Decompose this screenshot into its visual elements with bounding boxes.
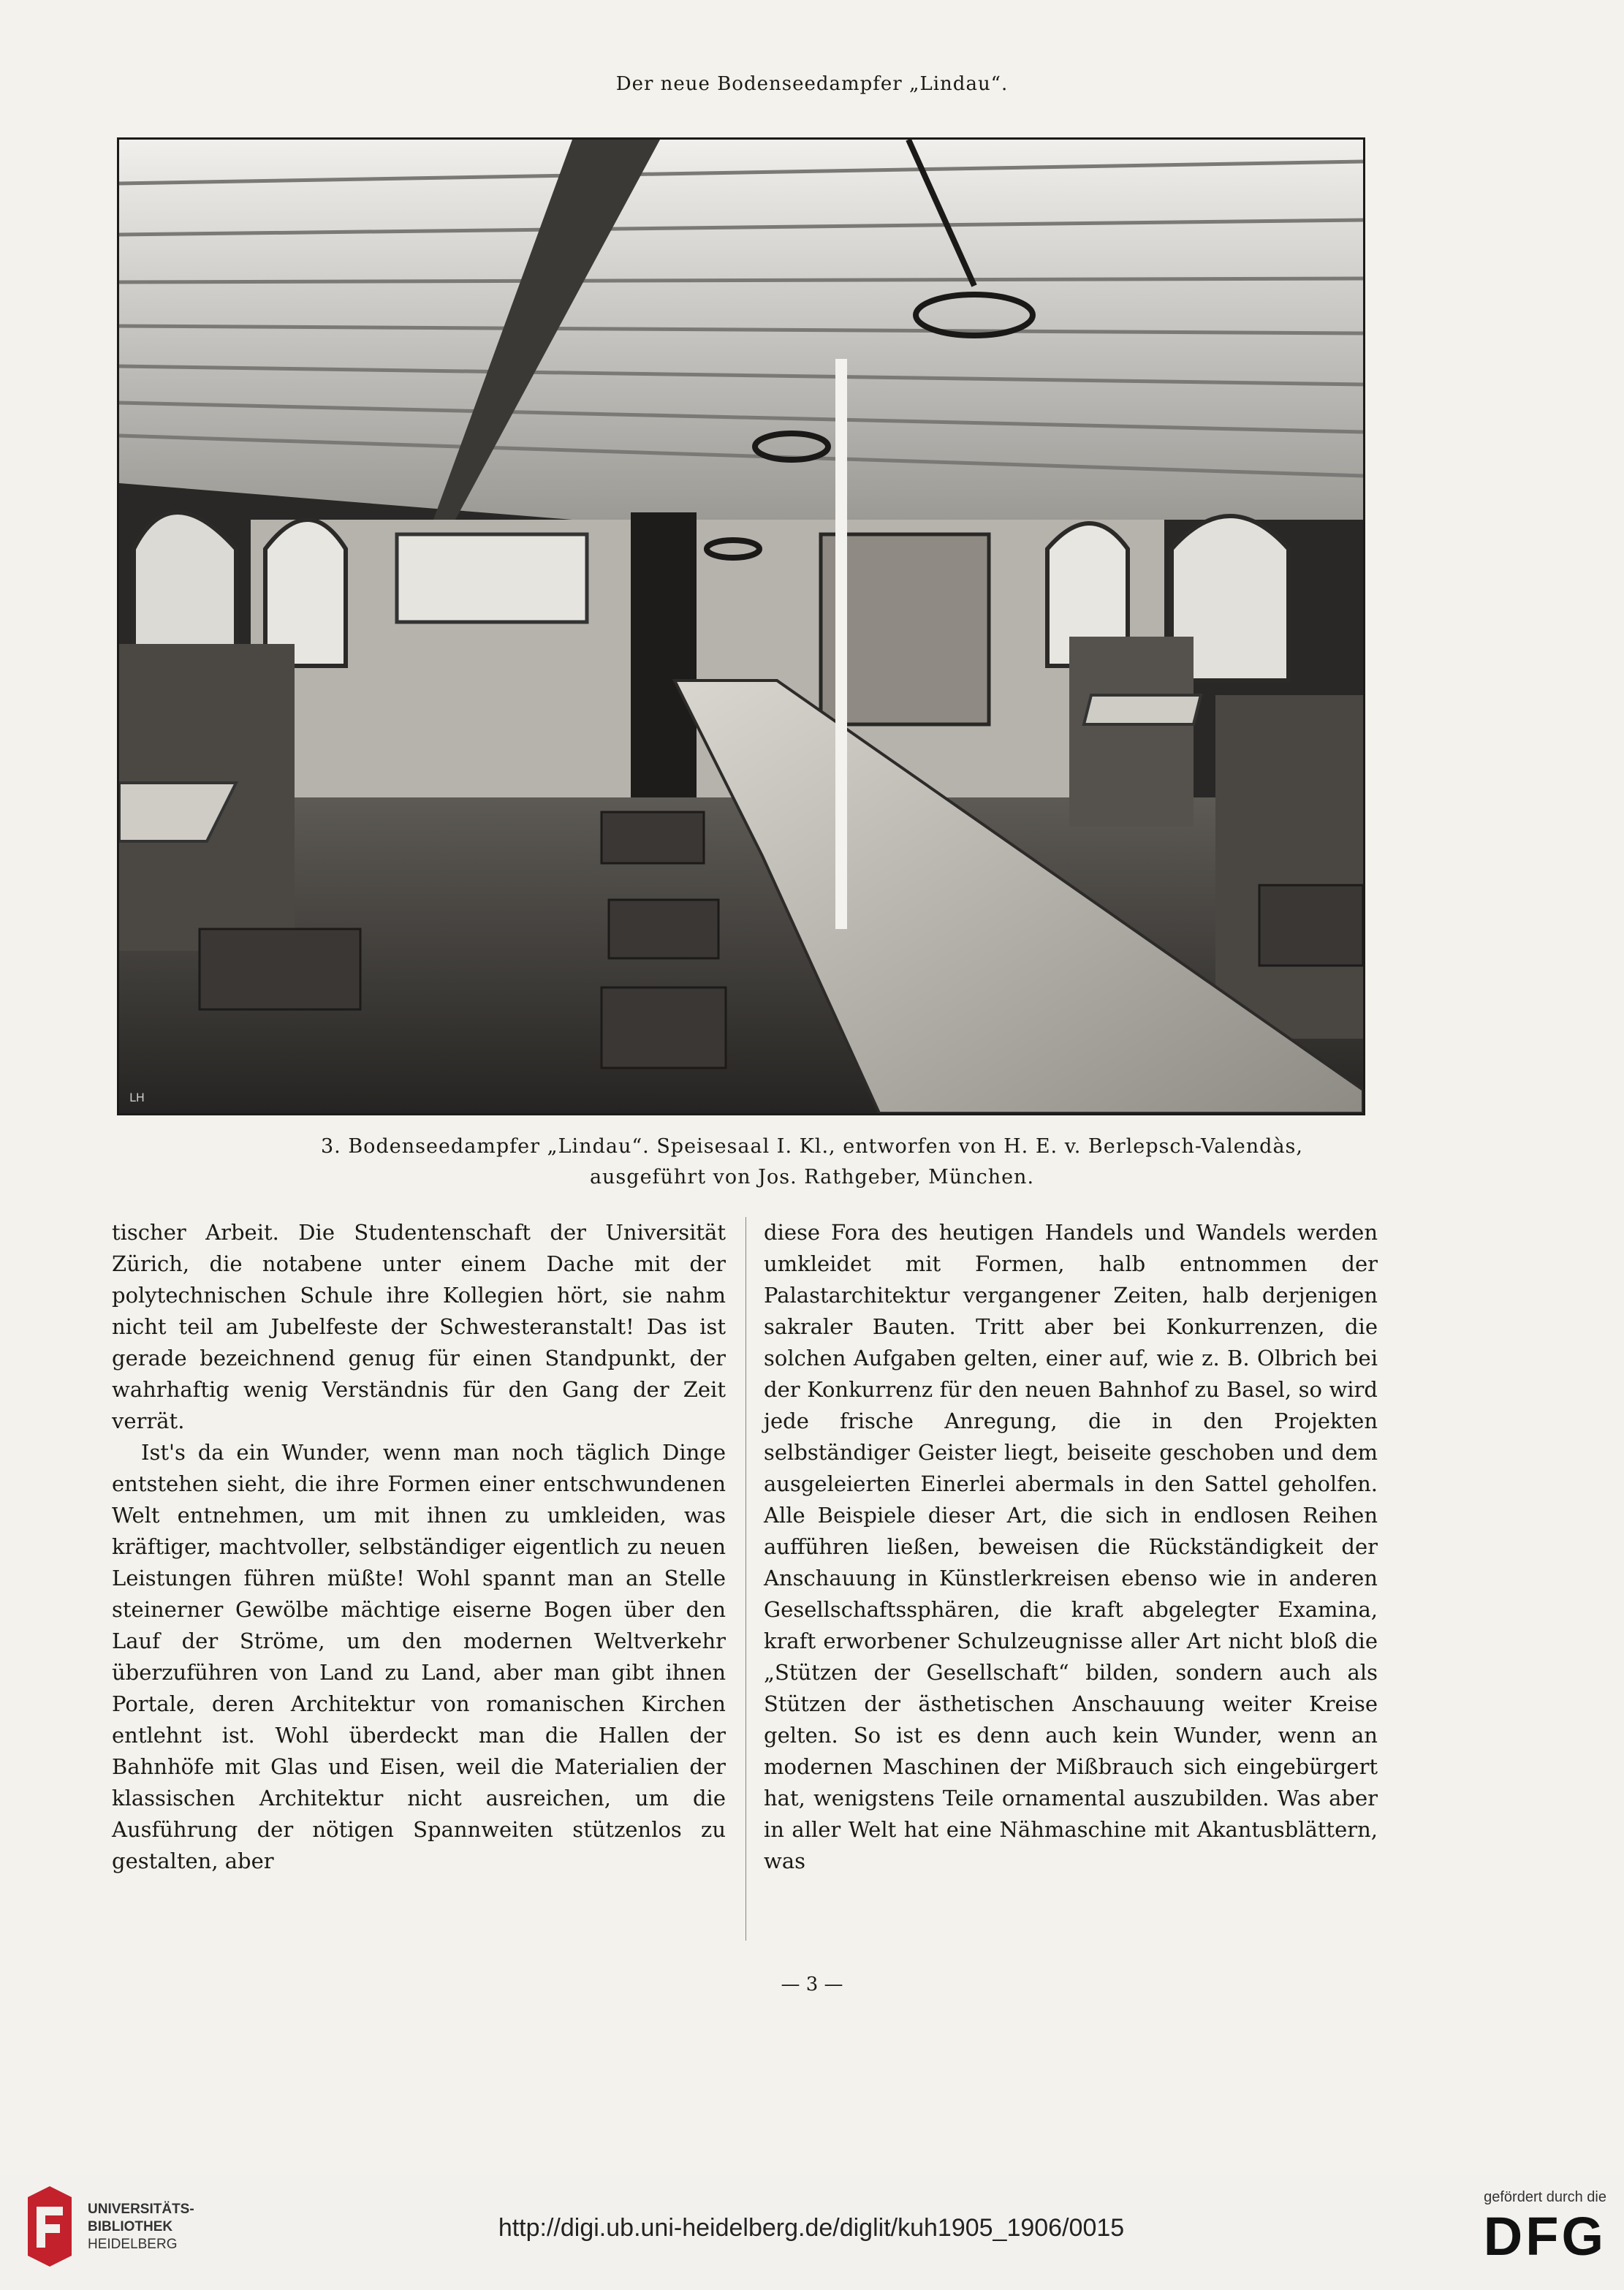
viewer-footer [0,2175,1624,2290]
photo-monogram: LH [129,1091,145,1104]
paragraph: tischer Arbeit. Die Studentenschaft der Universität Zürich, die notabene unter einem Dache mit der polytechnischen Schule ihre Kollegien hört, sie nahm nicht teil am Jubelfeste der Schwesteranstalt! Das ist gerade bezeichnend genug für einen Standpunkt, der wahrhaftig wenig Verständnis für den Gang der Zeit verrät. [112,1220,726,1433]
running-head: Der neue Bodenseedampfer „Lindau“. [615,73,1009,95]
paragraph: diese Fora des heutigen Handels und Wandels werden umkleidet mit Formen, halb entnommen der Palastarchitektur vergangener Zeiten, halb derjenigen sakraler Bauten. Tritt aber bei Konkurrenzen, die solchen Aufgaben gelten, einer auf, wie z. B. Olbrich bei der Konkurrenz für den neuen Bahnhof zu Basel, so wird jede frische Anregung, die in den Projekten selbständiger Geister liegt, beiseite geschoben und dem ausgeleierten Einerlei abermals in den Sattel geholfen. Alle Beispiele dieser Art, die sich in endlosen Reihen aufführen ließen, beweisen die Rückständigkeit der Anschauung in Künstlerkreisen ebenso wie in anderen Gesellschaftssphären, die kraft abgelegter Examina, kraft erworbener Schulzeugnisse aller Art nicht bloß die „Stützen der Gesellschaft“ bilden, sondern auch als Stützen der ästhetischen Anschauung weiter Kreise gelten. So ist es denn auch kein Wunder, wenn an modernen Maschinen der Mißbrauch sich eingebürgert hat, wenigstens Teile ornamental auszubilden. Was aber in aller Welt hat eine Nähmaschine mit Akantusblättern, was [764,1220,1378,1873]
sponsor-block[interactable] [1446,2189,1606,2267]
figure-caption [132,1131,1492,1193]
column-divider [745,1217,746,1941]
dining-saloon-image [119,140,1363,1113]
dining-saloon-photograph [117,137,1365,1115]
sponsor-label: gefördert durch die [1484,2189,1606,2205]
caption-line-1: 3. Bodenseedampfer „Lindau“. Speisesaal I. Kl., entworfen von H. E. v. Berlepsch-Valendàs, [321,1135,1303,1158]
dfg-logo: DFG [1483,2206,1606,2267]
paragraph: Ist's da ein Wunder, wenn man noch täglich Dinge entstehen sieht, die ihre Formen einer entschwundenen Welt entnehmen, um mit ihnen zu umkleiden, was kräftiger, machtvoller, selbständiger eigentlich zu neuen Leistungen führen müßte! Wohl spannt man an Stelle steinerner Gewölbe mächtige eiserne Bogen über den Lauf der Ströme, um den modernen Weltverkehr überzuführen von Land zu Land, aber man gibt ihnen Portale, deren Architektur von romanischen Kirchen entlehnt ist. Wohl überdeckt man die Hallen der Bahnhöfe mit Glas und Eisen, weil die Materialien der klassischen Architektur nicht ausreichen, um die Ausführung der nötigen Spannweiten stützenlos zu gestalten, aber [112,1440,726,1873]
caption-line-2: ausgeführt von Jos. Rathgeber, München. [589,1166,1035,1188]
library-name: UNIVERSITÄTS- BIBLIOTHEK HEIDELBERG [88,2202,194,2252]
library-logo-block[interactable] [20,2186,225,2274]
text-column-right [764,1217,1378,1877]
page-number: — 3 — [781,1974,843,1995]
text-column-left [112,1217,726,1877]
library-emblem-icon [20,2186,79,2267]
permalink-url[interactable]: http://digi.ub.uni-heidelberg.de/diglit/kuh1905_1906/0015 [498,2214,1125,2242]
